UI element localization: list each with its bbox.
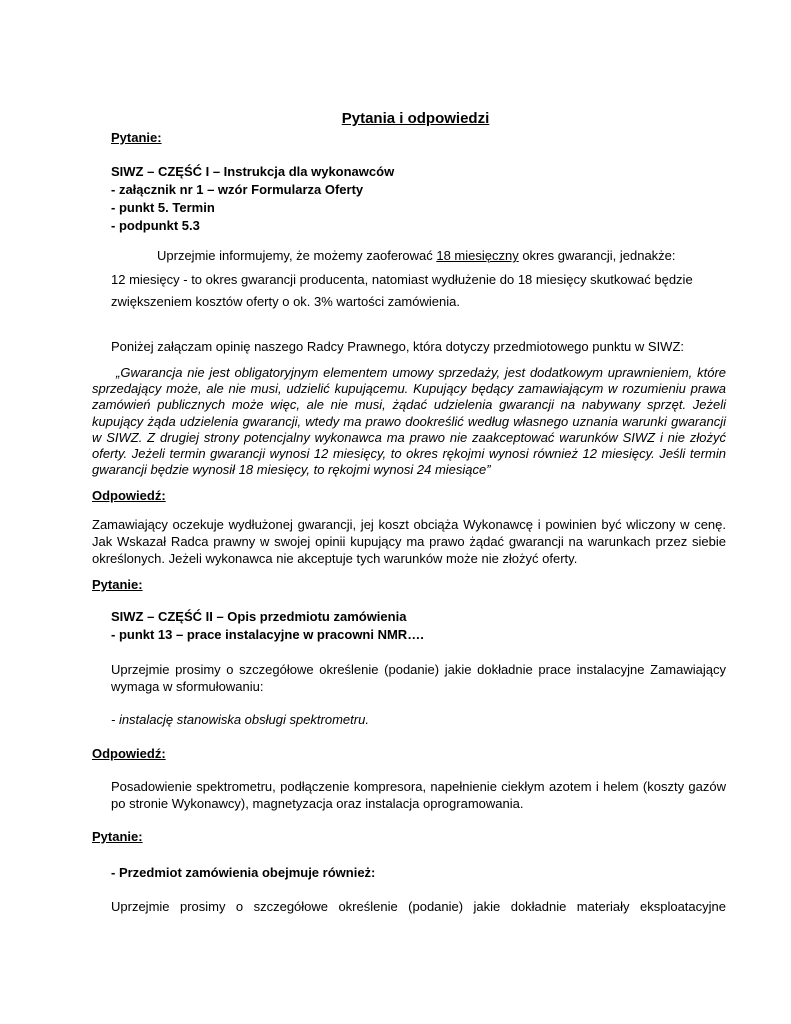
quote-line: oferty. Jeżeli termin gwarancji wynosi 12 miesięcy, to okres rękojmi wynosi również 12 miesięcy. Jeśli termin: [92, 446, 726, 462]
legal-opinion-intro: Poniżej załączam opinię naszego Radcy Prawnego, która dotyczy przedmiotowego punktu w SIWZ:: [111, 339, 685, 354]
question-header: Pytanie:: [92, 829, 143, 844]
materials-question: Uprzejmie prosimy o szczegółowe określenie (podanie) jakie dokładnie materiały eksploatacyjne: [111, 899, 726, 914]
answer-text: [111, 778, 726, 812]
quote-line: w SIWZ. Z drugiej strony potencjalny wykonawca ma prawo nie zaakceptować warunków SIWZ i nie złożyć: [92, 429, 726, 445]
siwz-reference: [111, 163, 394, 235]
answer-text: [92, 516, 726, 567]
quote-line: „Gwarancja nie jest obligatoryjnym elementem umowy sprzedaży, jest dodatkowym uprawnieniem, które: [116, 365, 726, 380]
reference-line: - załącznik nr 1 – wzór Formularza Oferty: [111, 182, 364, 197]
paragraph-text: okres gwarancji, jednakże:: [518, 248, 676, 263]
warranty-cost-line: 12 miesięcy - to okres gwarancji producenta, natomiast wydłużenie do 18 miesięcy skutkować będzie: [111, 272, 693, 287]
quote-line: sprzedający może, ale nie musi, udzielić kupującemu. Kupujący będący zamawiającym w rozumieniu prawa: [92, 381, 726, 397]
reference-line: - punkt 5. Termin: [111, 200, 215, 215]
answer-header: Odpowiedź:: [92, 746, 166, 761]
question-line: Uprzejmie prosimy o szczegółowe określenie (podanie) jakie dokładnie prace instalacyjne Zamawiający: [111, 662, 726, 677]
answer-line: Jak Wskazał Radca prawny w swojej opinii kupujący ma prawo żądać gwarancji na warunkach przez siebie: [92, 534, 726, 549]
quote-line: zamówień publicznych może więc, ale nie musi, żądać udzielenia gwarancji na nabywany sprzęt. Jeżeli: [92, 397, 726, 413]
reference-line: - podpunkt 5.3: [111, 218, 200, 233]
warranty-cost-line: zwiększeniem kosztów oferty o ok. 3% wartości zamówienia.: [111, 294, 460, 309]
warranty-paragraph: [157, 248, 676, 263]
answer-header: Odpowiedź:: [92, 488, 166, 503]
answer-line: Zamawiający oczekuje wydłużonej gwarancji, jej koszt obciąża Wykonawcę i powinien być wliczony w cenę.: [92, 517, 726, 532]
question-header: Pytanie:: [111, 130, 162, 145]
legal-opinion-quote: [92, 365, 726, 478]
reference-line: SIWZ – CZĘŚĆ I – Instrukcja dla wykonawców: [111, 164, 395, 179]
question-header: Pytanie:: [92, 577, 143, 592]
page-title: Pytania i odpowiedzi: [341, 110, 490, 127]
installation-question: [111, 661, 726, 695]
scope-reference: - Przedmiot zamówienia obejmuje również:: [111, 865, 376, 880]
reference-line: - punkt 13 – prace instalacyjne w pracowni NMR….: [111, 627, 424, 642]
underlined-term: 18 miesięczny: [436, 248, 519, 263]
siwz-reference: [111, 608, 424, 644]
quote-line: gwarancji będzie wynosił 18 miesięcy, to rękojmi wynosi 24 miesiące”: [92, 462, 491, 478]
question-line: wymaga w sformułowaniu:: [111, 679, 264, 694]
reference-line: SIWZ – CZĘŚĆ II – Opis przedmiotu zamówienia: [111, 609, 407, 624]
installation-item: - instalację stanowiska obsługi spektrometru.: [111, 712, 369, 727]
answer-line: określonych. Jeżeli wykonawca nie akceptuje tych warunków może nie złożyć oferty.: [92, 551, 578, 566]
paragraph-text: Uprzejmie informujemy, że możemy zaoferować: [157, 248, 437, 263]
answer-line: po stronie Wykonawcy), magnetyzacja oraz instalacja oprogramowania.: [111, 796, 524, 811]
answer-line: Posadowienie spektrometru, podłączenie kompresora, napełnienie ciekłym azotem i helem (koszty gazów: [111, 779, 726, 794]
quote-line: kupujący żąda udzielenia gwarancji, wtedy ma prawo dookreślić według własnego uznania warunki gwarancji: [92, 413, 726, 429]
